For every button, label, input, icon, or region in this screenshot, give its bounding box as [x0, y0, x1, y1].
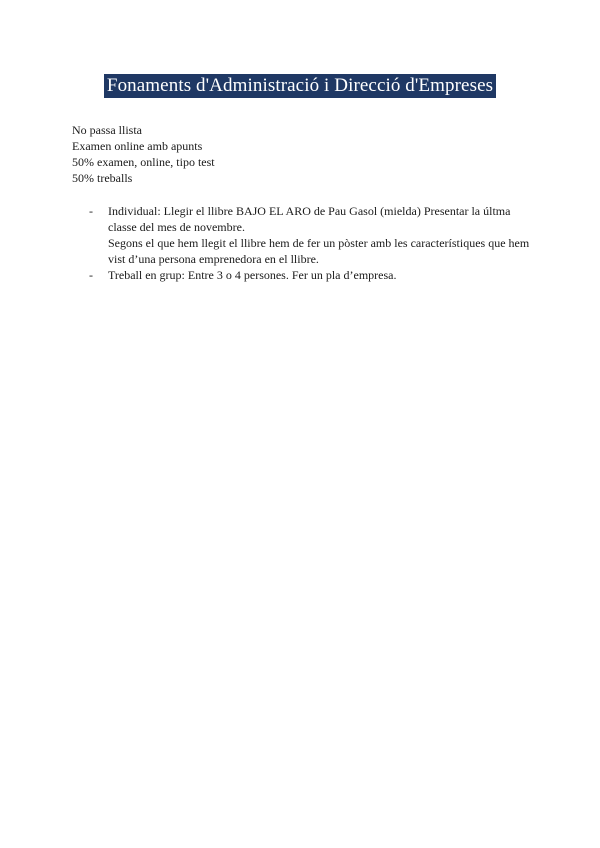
intro-line-exam-type: Examen online amb apunts	[72, 139, 203, 153]
list-item-text: Treball en grup: Entre 3 o 4 persones. Fer un pla d’empresa.	[108, 268, 397, 282]
list-item-text: Individual: Llegir el llibre BAJO EL ARO de Pau Gasol (mielda) Presentar la últma classe del mes de novembre.	[108, 204, 511, 234]
list-item-individual	[72, 203, 532, 267]
bullet-marker: -	[89, 268, 93, 282]
intro-line-exam-weight: 50% examen, online, tipo test	[72, 155, 215, 169]
page-title: Fonaments d'Administració i Direcció d'Empreses	[104, 74, 496, 98]
list-item-text: Segons el que hem llegit el llibre hem de fer un pòster amb les característiques que hem vist d’una persona emprenedora en el llibre.	[108, 236, 530, 266]
bullet-marker: -	[89, 204, 93, 218]
assignments-list	[72, 203, 532, 283]
title-container	[0, 74, 600, 98]
intro-line-assignments-weight: 50% treballs	[72, 171, 133, 185]
intro-line-attendance: No passa llista	[72, 123, 142, 137]
list-item-group	[72, 267, 532, 283]
intro-notes	[72, 122, 532, 186]
